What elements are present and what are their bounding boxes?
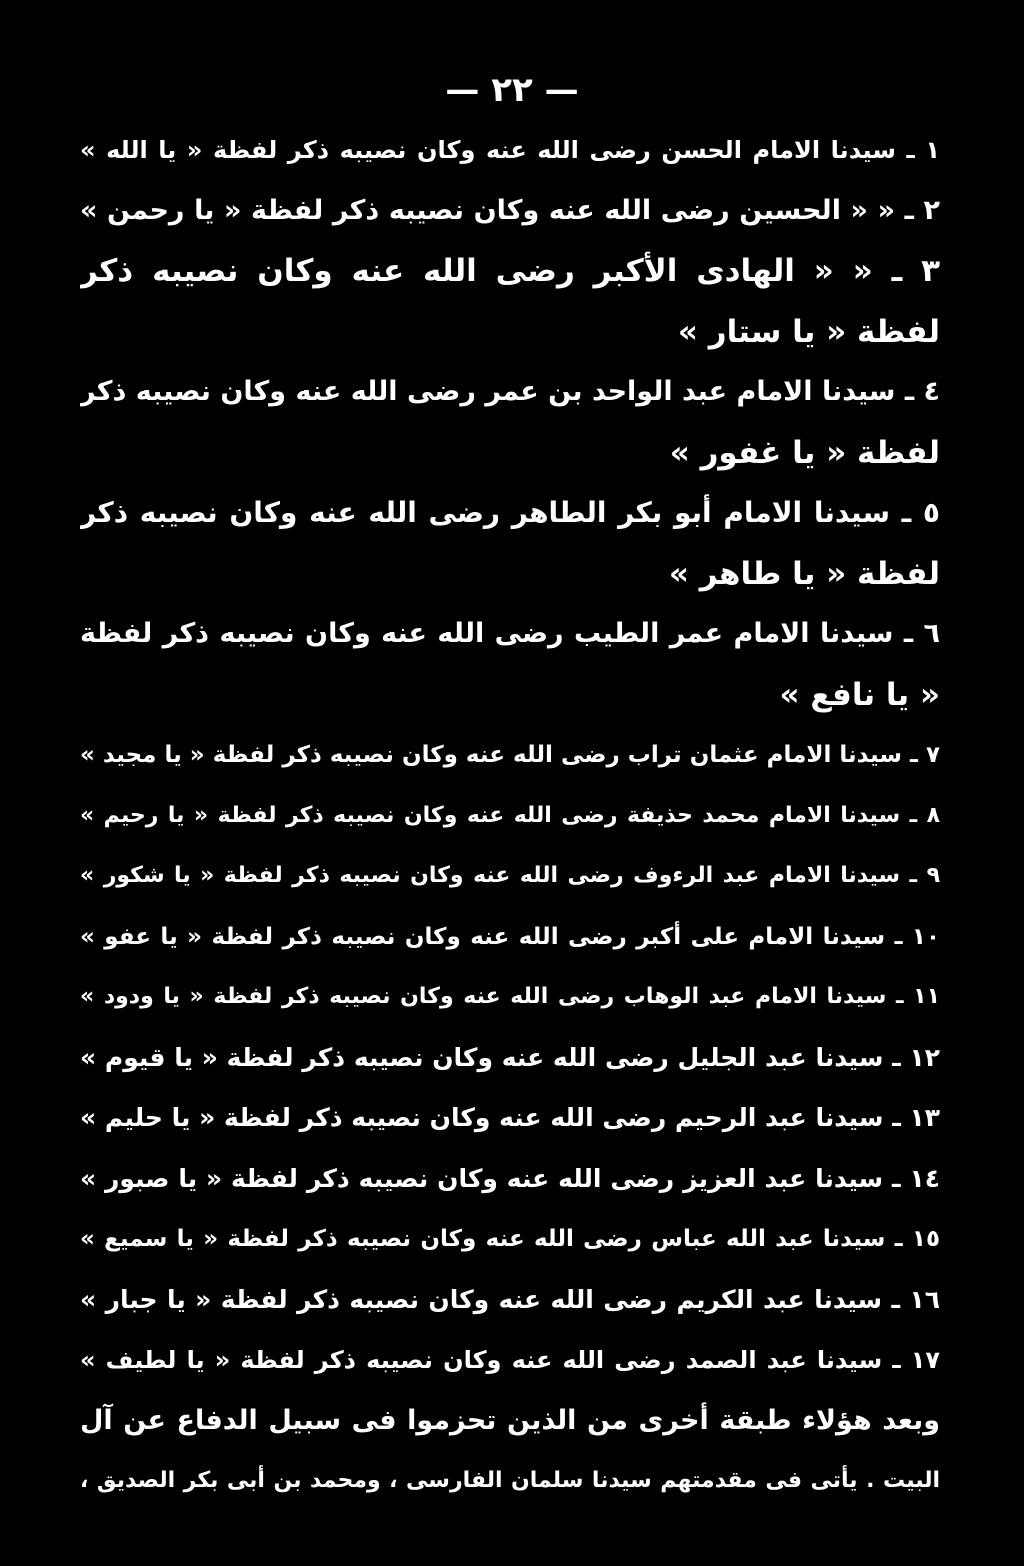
- text-line: ٤ ـ سيدنا الامام عبد الواحد بن عمر رضى الله عنه وكان نصيبه ذكر: [80, 376, 940, 407]
- text-line: ٥ ـ سيدنا الامام أبو بكر الطاهر رضى الله عنه وكان نصيبه ذكر: [80, 496, 940, 529]
- text-line: لفظة « يا طاهر »: [668, 555, 940, 592]
- text-line: ١٣ ـ سيدنا عبد الرحيم رضى الله عنه وكان نصيبه ذكر لفظة « يا حليم »: [80, 1103, 940, 1132]
- text-line: ١ ـ سيدنا الامام الحسن رضى الله عنه وكان نصيبه ذكر لفظة « يا الله »: [80, 136, 940, 164]
- text-body: [80, 120, 940, 1512]
- text-line: البيت . يأتى فى مقدمتهم سيدنا سلمان الفارسى ، ومحمد بن أبى بكر الصديق ،: [80, 1468, 940, 1493]
- text-line: لفظة « يا غفور »: [669, 434, 940, 471]
- text-line: ١٢ ـ سيدنا عبد الجليل رضى الله عنه وكان نصيبه ذكر لفظة « يا قيوم »: [80, 1042, 940, 1072]
- text-line: ١١ ـ سيدنا الامام عبد الوهاب رضى الله عنه وكان نصيبه ذكر لفظة « يا ودود »: [80, 984, 940, 1009]
- text-line: لفظة « يا ستار »: [677, 313, 940, 350]
- text-line: ٣ ـ « « الهادى الأكبر رضى الله عنه وكان نصيبه ذكر: [80, 253, 940, 289]
- text-line: « يا نافع »: [779, 676, 940, 713]
- text-line: ١٧ ـ سيدنا عبد الصمد رضى الله عنه وكان نصيبه ذكر لفظة « يا لطيف »: [80, 1346, 940, 1374]
- text-line: ٧ ـ سيدنا الامام عثمان تراب رضى الله عنه وكان نصيبه ذكر لفظة « يا مجيد »: [80, 742, 940, 768]
- text-line: ٦ ـ سيدنا الامام عمر الطيب رضى الله عنه وكان نصيبه ذكر لفظة: [80, 618, 940, 649]
- text-line: ١٤ ـ سيدنا عبد العزيز رضى الله عنه وكان نصيبه ذكر لفظة « يا صبور »: [80, 1163, 940, 1193]
- text-line: ١٥ ـ سيدنا عبد الله عباس رضى الله عنه وكان نصيبه ذكر لفظة « يا سميع »: [80, 1226, 940, 1252]
- text-line: ٨ ـ سيدنا الامام محمد حذيفة رضى الله عنه وكان نصيبه ذكر لفظة « يا رحيم »: [80, 802, 940, 828]
- text-line: ٢ ـ « « الحسين رضى الله عنه وكان نصيبه ذكر لفظة « يا رحمن »: [80, 194, 940, 226]
- text-line: ١٠ ـ سيدنا الامام على أكبر رضى الله عنه وكان نصيبه ذكر لفظة « يا عفو »: [80, 923, 940, 950]
- text-line: ٩ ـ سيدنا الامام عبد الرءوف رضى الله عنه وكان نصيبه ذكر لفظة « يا شكور »: [80, 863, 940, 888]
- page-number: — ٢٢ —: [445, 70, 579, 110]
- text-line: ١٦ ـ سيدنا عبد الكريم رضى الله عنه وكان نصيبه ذكر لفظة « يا جبار »: [80, 1284, 940, 1314]
- text-line: وبعد هؤلاء طبقة أخرى من الذين تحزموا فى سبيل الدفاع عن آل: [80, 1404, 940, 1436]
